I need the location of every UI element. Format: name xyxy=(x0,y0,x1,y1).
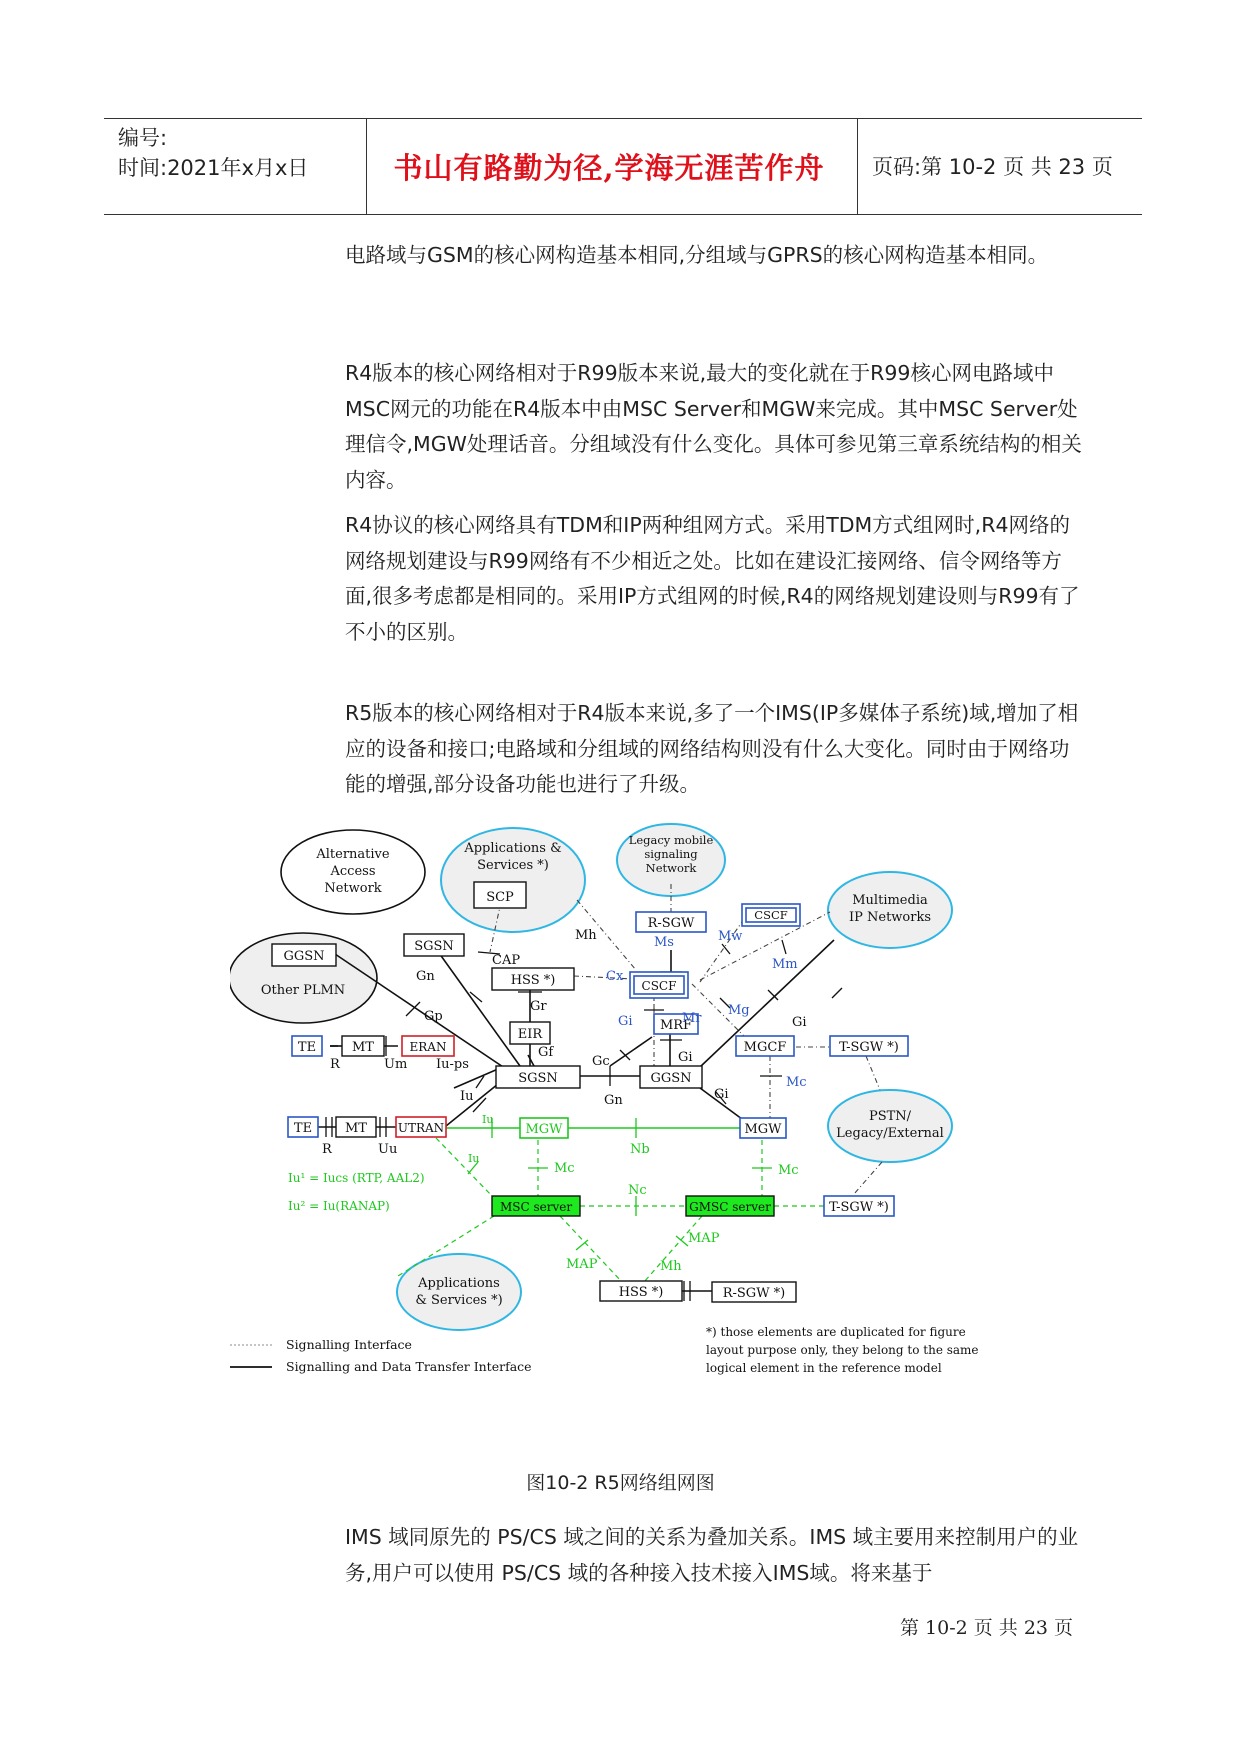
paragraph-1: 电路域与GSM的核心网构造基本相同,分组域与GPRS的核心网构造基本相同。 xyxy=(345,243,1049,267)
cloud-label: Other PLMN xyxy=(260,983,346,998)
node-label: SCP xyxy=(486,890,514,905)
tick xyxy=(676,1236,688,1246)
r5-network-diagram xyxy=(230,822,1080,1432)
cloud-label: Applications & xyxy=(464,841,562,856)
tick xyxy=(576,1240,588,1250)
node-label: MGW xyxy=(744,1122,782,1137)
interface-label: Gp xyxy=(424,1009,443,1024)
interface-label: Gn xyxy=(416,969,435,984)
legend-transfer: Signalling and Data Transfer Interface xyxy=(286,1359,532,1374)
interface-label: Mw xyxy=(718,929,743,944)
interface-label: Gi xyxy=(714,1087,729,1102)
interface-label: CAP xyxy=(492,953,521,968)
interface-label: Gn xyxy=(604,1093,623,1108)
figure-caption: 图10-2 R5网络组网图 xyxy=(526,1472,715,1494)
iu2-definition: Iu² = Iu(RANAP) xyxy=(288,1199,390,1213)
footnote-line: layout purpose only, they belong to the same xyxy=(706,1343,979,1357)
node-label: HSS *) xyxy=(510,973,556,988)
cloud-label: PSTN/ xyxy=(868,1109,912,1124)
interface-label: Nb xyxy=(630,1142,650,1157)
interface-label: R xyxy=(322,1142,332,1157)
interface-label: Mc xyxy=(786,1075,807,1090)
interface-label: Ms xyxy=(654,935,674,950)
tick xyxy=(832,988,842,998)
iu1-definition: Iu¹ = Iucs (RTP, AAL2) xyxy=(288,1171,425,1185)
interface-label: Iu xyxy=(460,1089,474,1104)
interface-label: MAP xyxy=(688,1231,720,1246)
node-label: SGSN xyxy=(414,939,454,954)
node-label: MT xyxy=(345,1121,367,1136)
interface-label: Um xyxy=(384,1057,408,1072)
interface-label: Nc xyxy=(628,1183,647,1198)
tick xyxy=(473,1098,486,1112)
cloud-label: IP Networks xyxy=(848,910,932,925)
node-label: TE xyxy=(297,1040,317,1055)
legend-signalling: Signalling Interface xyxy=(286,1337,412,1352)
cloud-label: Access xyxy=(330,864,376,879)
page-footer: 第 10-2 页 共 23 页 xyxy=(900,1617,1074,1639)
cloud-label: Legacy/External xyxy=(836,1126,944,1141)
cloud-label: Services *) xyxy=(477,858,549,873)
node-label: GGSN xyxy=(650,1071,692,1086)
interface-label: Mr xyxy=(682,1011,702,1026)
node-label: UTRAN xyxy=(397,1121,445,1135)
link-pstn-tsgw xyxy=(854,1162,882,1194)
header-motto: 书山有路勤为径,学海无涯苦作舟 xyxy=(393,151,825,185)
node-label: MSC server xyxy=(499,1200,573,1214)
cloud-label: Legacy mobile xyxy=(628,833,714,847)
interface-label: Mc xyxy=(554,1161,575,1176)
node-label: GMSC server xyxy=(689,1200,771,1214)
node-label: R-SGW xyxy=(647,916,695,931)
node-label: R-SGW *) xyxy=(722,1286,786,1301)
node-label: SGSN xyxy=(518,1071,558,1086)
node-label: CSCF xyxy=(641,979,677,993)
header-meta xyxy=(118,123,308,183)
cloud-label: signaling xyxy=(644,847,698,861)
link-gc xyxy=(610,1037,652,1066)
footnote-line: *) those elements are duplicated for figure xyxy=(706,1325,966,1339)
node-label: MT xyxy=(352,1040,374,1055)
node-label: HSS *) xyxy=(618,1285,664,1300)
header-time: 时间:2021年x月x日 xyxy=(118,156,309,180)
cloud-label: Network xyxy=(324,881,382,896)
interface-label: Mm xyxy=(772,957,798,972)
cloud-label: Network xyxy=(645,861,697,875)
paragraph-4: R5版本的核心网络相对于R4版本来说,多了一个IMS(IP多媒体子系统)域,增加了相应的设备和接口;电路域和分组域的网络结构则没有什么大变化。同时由于网络功能的增强,部分设备功能也进行了升级。 xyxy=(345,701,1079,796)
interface-label: Gr xyxy=(530,999,547,1014)
interface-label: Gc xyxy=(592,1054,610,1069)
interface-label: Iu-ps xyxy=(436,1057,469,1072)
cloud-label: Applications xyxy=(418,1276,500,1291)
tick xyxy=(782,940,786,954)
interface-label: Uu xyxy=(378,1142,398,1157)
header-divider xyxy=(857,119,858,214)
tick xyxy=(470,992,482,1002)
paragraph-3: R4协议的核心网络具有TDM和IP两种组网方式。采用TDM方式组网时,R4网络的网络规划建设与R99网络有不少相近之处。比如在建设汇接网络、信令网络等方面,很多考虑都是相同的。采用IP方式组网的时候,R4的网络规划建设则与R99有了不小的区别。 xyxy=(345,513,1080,644)
cloud-label: Multimedia xyxy=(852,893,928,908)
interface-label: Gi xyxy=(618,1014,633,1029)
link-eir-sgsn xyxy=(528,1055,534,1066)
link-hss-cscf xyxy=(574,976,634,979)
interface-label: Mh xyxy=(660,1259,682,1274)
node-label: GGSN xyxy=(283,949,325,964)
paragraph-2: R4版本的核心网络相对于R99版本来说,最大的变化就在于R99核心网电路域中MSC网元的功能在R4版本中由MSC Server和MGW来完成。其中MSC Server处理信令,MGW处理话音。分组域没有什么变化。具体可参见第三章系统结构的相关内容。 xyxy=(345,361,1082,492)
header-page-number: 页码:第 10-2 页 共 23 页 xyxy=(872,155,1113,179)
interface-label: Mh xyxy=(575,928,597,943)
paragraph-5: IMS 域同原先的 PS/CS 域之间的关系为叠加关系。IMS 域主要用来控制用户的业务,用户可以使用 PS/CS 域的各种接入技术接入IMS域。将来基于 xyxy=(345,1525,1079,1585)
interface-label: Mg xyxy=(728,1003,750,1018)
interface-label: Gi xyxy=(792,1015,807,1030)
node-label: TE xyxy=(293,1121,313,1136)
interface-label: Mc xyxy=(778,1163,799,1178)
interface-label: Iu xyxy=(482,1113,494,1126)
link-msc-hss xyxy=(560,1216,622,1282)
interface-label: Gi xyxy=(678,1050,693,1065)
node-label: MRF xyxy=(659,1018,693,1033)
footnote-line: logical element in the reference model xyxy=(706,1361,942,1375)
interface-label: R xyxy=(330,1057,340,1072)
node-label: EIR xyxy=(517,1027,543,1042)
node-label: MGW xyxy=(525,1122,563,1137)
node-label: T-SGW *) xyxy=(839,1040,899,1055)
interface-label: MAP xyxy=(566,1257,598,1272)
node-label: ERAN xyxy=(409,1040,447,1054)
link-tsgw-pstn xyxy=(866,1056,880,1090)
interface-label: Gf xyxy=(538,1045,554,1060)
node-label: CSCF xyxy=(754,908,788,922)
node-label: T-SGW *) xyxy=(829,1200,889,1215)
interface-label: Cx xyxy=(606,969,624,984)
link-utran-msc xyxy=(436,1138,492,1196)
cloud-label: & Services *) xyxy=(415,1293,503,1308)
node-label: MGCF xyxy=(743,1040,787,1055)
page-header xyxy=(104,118,1142,215)
header-number: 编号: xyxy=(118,126,168,150)
interface-label: Iu xyxy=(468,1152,480,1165)
cloud-label: Alternative xyxy=(316,847,390,862)
